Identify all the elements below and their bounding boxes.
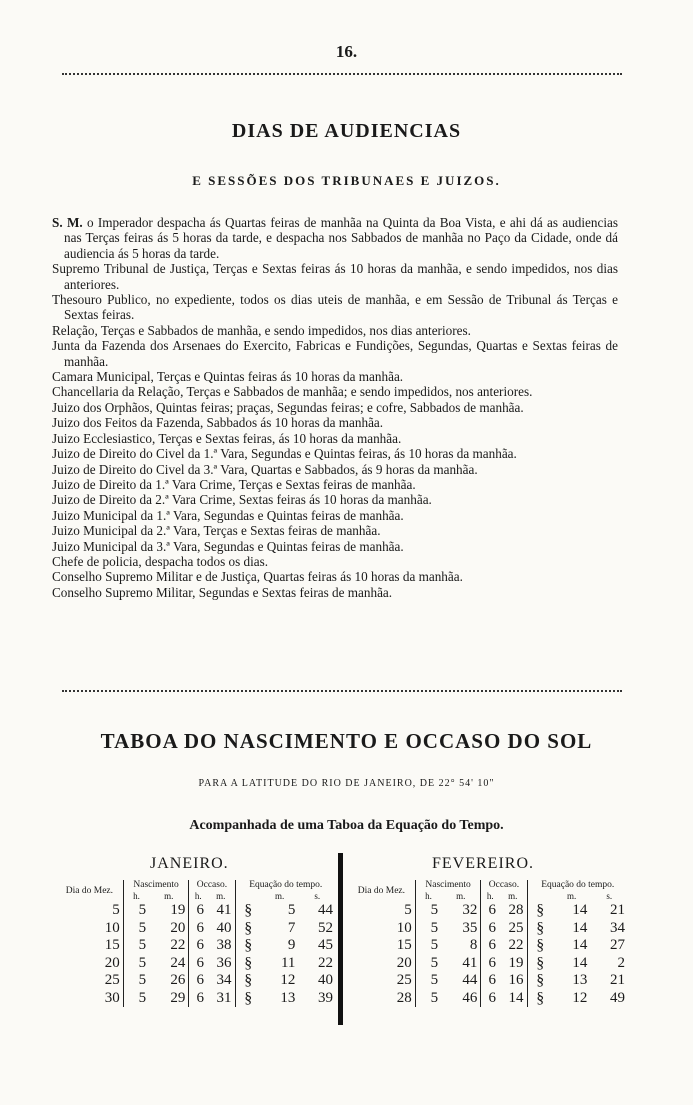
cell-dia: 25 bbox=[396, 972, 412, 988]
cell-occ-m: 41 bbox=[216, 902, 232, 918]
cell-nasc-h: 5 bbox=[415, 990, 441, 1008]
unit-m: m. bbox=[164, 891, 174, 901]
cell-dia: 20 bbox=[104, 954, 120, 971]
cell-occ-m: 40 bbox=[216, 919, 232, 936]
cell-nasc-m: 8 bbox=[469, 937, 478, 953]
audiencia-entry bbox=[52, 261, 618, 292]
cell-dia: 10 bbox=[396, 919, 412, 936]
entry-text: o Imperador despacha ás Quartas feiras de manhãa na Quinta da Boa Vista, e ahi dá as audiencias nas Terças feiras ás 5 horas da tarde, e despacha nos Sabbados de manhãa no Paço da Cidade, onde dá audiencia ás 5 horas da tarde. bbox=[64, 215, 618, 261]
audiencia-entry bbox=[52, 477, 618, 492]
header-nascimento: Nascimento bbox=[123, 880, 189, 891]
sun-table-janeiro bbox=[56, 880, 336, 1007]
cell-eq-s: 52 bbox=[318, 919, 333, 936]
cell-occ-h: 6 bbox=[481, 972, 499, 990]
cell-dia: 30 bbox=[104, 989, 120, 1006]
entry-text: Juizo de Direito do Civel da 3.ª Vara, Quartas e Sabbados, ás 9 horas da manhãa. bbox=[52, 461, 478, 477]
cell-eq-m: 5 bbox=[287, 902, 296, 918]
cell-nasc-h: 5 bbox=[123, 972, 149, 990]
cell-eq-m: 13 bbox=[572, 972, 588, 988]
unit-m: m. bbox=[508, 891, 518, 901]
cell-nasc-h: 5 bbox=[123, 990, 149, 1008]
sun-table-fevereiro bbox=[348, 880, 628, 1007]
audiencia-entry bbox=[52, 569, 618, 584]
table-row bbox=[56, 902, 336, 920]
audiencia-entry bbox=[52, 415, 618, 430]
header-dia: Dia do Mez. bbox=[65, 885, 114, 896]
header-row bbox=[56, 880, 336, 891]
section-sign: § bbox=[235, 920, 261, 938]
section-subtitle-tribunaes: E SESSÕES DOS TRIBUNAES E JUIZOS. bbox=[192, 173, 501, 188]
unit-s: s. bbox=[314, 891, 321, 901]
audiencia-entry bbox=[52, 462, 618, 477]
cell-occ-m: 34 bbox=[216, 972, 232, 988]
entry-text: Juizo dos Orphãos, Quintas feiras; praças, Segundas feiras; e cofre, Sabbados de manhãa. bbox=[52, 399, 524, 415]
cell-eq-m: 7 bbox=[287, 919, 296, 936]
cell-nasc-h: 5 bbox=[123, 902, 149, 920]
audiencia-entry bbox=[52, 554, 618, 569]
cell-eq-s: 22 bbox=[318, 954, 333, 971]
header-dia: Dia do Mez. bbox=[357, 885, 406, 896]
cell-eq-m: 14 bbox=[572, 902, 588, 918]
entry-text: Thesouro Publico, no expediente, todos os dias uteis de manhãa, e em Sessão de Tribunal ás Terças e Sextas feiras. bbox=[52, 292, 618, 323]
unit-h: h. bbox=[415, 891, 441, 902]
cell-occ-m: 28 bbox=[508, 902, 524, 918]
section-sign: § bbox=[235, 955, 261, 973]
cell-eq-m: 13 bbox=[280, 989, 296, 1006]
cell-dia: 15 bbox=[396, 937, 412, 953]
audiencia-entry bbox=[52, 292, 618, 323]
cell-nasc-h: 5 bbox=[415, 937, 441, 955]
entry-bold-prefix: S. M. bbox=[52, 215, 83, 230]
cell-eq-m: 9 bbox=[287, 937, 296, 953]
header-equacao: Equação do tempo. bbox=[235, 880, 336, 891]
cell-occ-m: 31 bbox=[216, 989, 232, 1006]
cell-eq-m: 14 bbox=[572, 937, 588, 953]
cell-eq-s: 2 bbox=[617, 954, 625, 971]
middle-divider-rule bbox=[62, 690, 622, 692]
table-row bbox=[56, 937, 336, 955]
page-number: 16. bbox=[335, 42, 358, 61]
cell-eq-s: 21 bbox=[610, 902, 625, 918]
entry-text: Juizo de Direito do Civel da 1.ª Vara, Segundas e Quintas feiras, ás 10 horas da manhãa. bbox=[52, 446, 517, 462]
cell-nasc-h: 5 bbox=[415, 955, 441, 973]
cell-occ-h: 6 bbox=[189, 972, 207, 990]
audiencia-entry bbox=[52, 400, 618, 415]
unit-h: h. bbox=[123, 891, 149, 902]
cell-nasc-m: 35 bbox=[462, 919, 478, 936]
cell-occ-h: 6 bbox=[481, 990, 499, 1008]
header-equacao: Equação do tempo. bbox=[527, 880, 628, 891]
unit-s: s. bbox=[606, 891, 613, 901]
cell-nasc-m: 22 bbox=[170, 937, 186, 953]
cell-dia: 5 bbox=[112, 902, 120, 918]
table-row bbox=[348, 902, 628, 920]
cell-occ-h: 6 bbox=[189, 937, 207, 955]
cell-nasc-h: 5 bbox=[123, 955, 149, 973]
cell-nasc-m: 19 bbox=[170, 902, 186, 918]
table-row bbox=[348, 937, 628, 955]
section-sign: § bbox=[527, 990, 553, 1008]
entry-text: Junta da Fazenda dos Arsenaes do Exercito, Fabricas e Fundições, Segundas, Quartas e Sextas feiras de manhãa. bbox=[52, 338, 618, 369]
month-title-janeiro: JANEIRO. bbox=[150, 855, 229, 872]
audiencia-entry bbox=[52, 338, 618, 369]
cell-nasc-m: 41 bbox=[462, 954, 478, 971]
cell-eq-m: 14 bbox=[572, 954, 588, 971]
audiencia-entry bbox=[52, 492, 618, 507]
unit-h: h. bbox=[189, 891, 207, 902]
entry-text: Juizo Ecclesiastico, Terças e Sextas feiras, ás 10 horas da manhãa. bbox=[52, 430, 402, 446]
table-row bbox=[56, 920, 336, 938]
table-column-divider bbox=[338, 853, 343, 1025]
table-row bbox=[348, 955, 628, 973]
unit-m: m. bbox=[456, 891, 466, 901]
cell-nasc-m: 26 bbox=[170, 972, 186, 988]
entry-text: Camara Municipal, Terças e Quintas feiras ás 10 horas da manhãa. bbox=[52, 369, 404, 385]
audiencia-entry bbox=[52, 215, 618, 261]
cell-dia: 25 bbox=[104, 972, 120, 988]
entry-text: Juizo Municipal da 3.ª Vara, Segundas e Quintas feiras de manhãa. bbox=[52, 538, 404, 554]
cell-eq-s: 27 bbox=[610, 937, 625, 953]
table-row bbox=[348, 920, 628, 938]
entry-text: Chancellaria da Relação, Terças e Sabbados de manhãa; e sendo impedidos, nos anteriores. bbox=[52, 384, 533, 400]
cell-occ-h: 6 bbox=[189, 920, 207, 938]
table-row bbox=[56, 990, 336, 1008]
audiencia-entry bbox=[52, 508, 618, 523]
cell-dia: 10 bbox=[104, 919, 120, 936]
audiencia-entry bbox=[52, 539, 618, 554]
entry-text: Conselho Supremo Militar e de Justiça, Quartas feiras ás 10 horas da manhãa. bbox=[52, 569, 463, 585]
entry-text: Juizo Municipal da 2.ª Vara, Terças e Sextas feiras de manhãa. bbox=[52, 523, 381, 539]
cell-eq-s: 45 bbox=[318, 937, 333, 953]
cell-eq-m: 12 bbox=[280, 972, 296, 988]
cell-nasc-h: 5 bbox=[123, 920, 149, 938]
cell-eq-m: 12 bbox=[572, 989, 588, 1006]
cell-occ-h: 6 bbox=[189, 902, 207, 920]
cell-eq-s: 49 bbox=[610, 989, 625, 1006]
section-sign: § bbox=[527, 937, 553, 955]
equacao-subtitle: Acompanhada de uma Taboa da Equação do Tempo. bbox=[189, 818, 504, 833]
section-sign: § bbox=[527, 902, 553, 920]
audiencia-entry bbox=[52, 431, 618, 446]
unit-m: m. bbox=[275, 891, 285, 901]
table-row bbox=[56, 972, 336, 990]
unit-m: m. bbox=[567, 891, 577, 901]
section-title-audiencias: DIAS DE AUDIENCIAS bbox=[231, 120, 462, 142]
cell-eq-m: 11 bbox=[280, 954, 296, 971]
table-row bbox=[56, 955, 336, 973]
cell-eq-s: 21 bbox=[610, 972, 625, 988]
cell-eq-s: 44 bbox=[318, 902, 333, 918]
top-divider-rule bbox=[62, 73, 622, 75]
cell-dia: 28 bbox=[396, 989, 412, 1006]
entry-text: Juizo Municipal da 1.ª Vara, Segundas e Quintas feiras de manhãa. bbox=[52, 507, 404, 523]
cell-eq-s: 40 bbox=[318, 972, 333, 988]
audiencias-list bbox=[52, 215, 618, 600]
entry-text: Conselho Supremo Militar, Segundas e Sextas feiras de manhãa. bbox=[52, 584, 393, 600]
cell-nasc-m: 44 bbox=[462, 972, 478, 988]
cell-occ-m: 38 bbox=[216, 937, 232, 953]
section-sign: § bbox=[235, 990, 261, 1008]
cell-occ-m: 14 bbox=[508, 989, 524, 1006]
header-occaso: Occaso. bbox=[189, 880, 235, 891]
section-title-taboa-sol: TABOA DO NASCIMENTO E OCCASO DO SOL bbox=[100, 729, 593, 753]
cell-nasc-m: 24 bbox=[170, 954, 186, 971]
cell-occ-h: 6 bbox=[189, 955, 207, 973]
cell-dia: 5 bbox=[404, 902, 412, 918]
cell-nasc-m: 46 bbox=[462, 989, 478, 1006]
unit-h: h. bbox=[481, 891, 499, 902]
entry-text: Juizo de Direito da 2.ª Vara Crime, Sextas feiras ás 10 horas da manhãa. bbox=[52, 492, 432, 508]
audiencia-entry bbox=[52, 384, 618, 399]
cell-eq-m: 14 bbox=[572, 919, 588, 936]
cell-dia: 20 bbox=[396, 954, 412, 971]
audiencia-entry bbox=[52, 523, 618, 538]
entry-text: Relação, Terças e Sabbados de manhãa, e sendo impedidos, nos dias anteriores. bbox=[52, 322, 471, 338]
cell-occ-h: 6 bbox=[481, 920, 499, 938]
entry-text: Supremo Tribunal de Justiça, Terças e Sextas feiras ás 10 horas da manhãa, e sendo impedidos, nos dias anteriores. bbox=[52, 261, 618, 292]
cell-occ-h: 6 bbox=[481, 955, 499, 973]
section-sign: § bbox=[235, 902, 261, 920]
table-row bbox=[348, 990, 628, 1008]
cell-occ-m: 16 bbox=[508, 972, 524, 988]
unit-blank bbox=[527, 891, 553, 902]
cell-nasc-m: 32 bbox=[462, 902, 478, 918]
cell-occ-m: 36 bbox=[216, 954, 232, 971]
audiencia-entry bbox=[52, 446, 618, 461]
month-title-fevereiro: FEVEREIRO. bbox=[432, 855, 534, 872]
cell-occ-h: 6 bbox=[481, 902, 499, 920]
section-sign: § bbox=[235, 972, 261, 990]
audiencia-entry bbox=[52, 323, 618, 338]
latitude-caption: PARA A LATITUDE DO RIO DE JANEIRO, DE 22° 54' 10" bbox=[198, 778, 495, 789]
cell-nasc-h: 5 bbox=[415, 902, 441, 920]
cell-eq-s: 34 bbox=[610, 919, 625, 936]
entry-text: Juizo dos Feitos da Fazenda, Sabbados ás 10 horas da manhãa. bbox=[52, 415, 384, 431]
entry-text: Juizo de Direito da 1.ª Vara Crime, Terças e Sextas feiras de manhãa. bbox=[52, 476, 416, 492]
section-sign: § bbox=[235, 937, 261, 955]
cell-occ-m: 25 bbox=[508, 919, 524, 936]
unit-m: m. bbox=[216, 891, 226, 901]
table-row bbox=[348, 972, 628, 990]
cell-occ-h: 6 bbox=[481, 937, 499, 955]
header-row bbox=[348, 880, 628, 891]
cell-dia: 15 bbox=[104, 937, 120, 953]
section-sign: § bbox=[527, 920, 553, 938]
cell-occ-m: 22 bbox=[508, 937, 524, 953]
cell-nasc-h: 5 bbox=[415, 972, 441, 990]
cell-nasc-h: 5 bbox=[123, 937, 149, 955]
cell-nasc-m: 29 bbox=[170, 989, 186, 1006]
cell-occ-m: 19 bbox=[508, 954, 524, 971]
cell-nasc-m: 20 bbox=[170, 919, 186, 936]
cell-occ-h: 6 bbox=[189, 990, 207, 1008]
section-sign: § bbox=[527, 972, 553, 990]
audiencia-entry bbox=[52, 585, 618, 600]
header-occaso: Occaso. bbox=[481, 880, 527, 891]
audiencia-entry bbox=[52, 369, 618, 384]
header-nascimento: Nascimento bbox=[415, 880, 481, 891]
cell-nasc-h: 5 bbox=[415, 920, 441, 938]
unit-blank bbox=[235, 891, 261, 902]
entry-text: Chefe de policia, despacha todos os dias. bbox=[52, 553, 269, 569]
cell-eq-s: 39 bbox=[318, 989, 333, 1006]
section-sign: § bbox=[527, 955, 553, 973]
